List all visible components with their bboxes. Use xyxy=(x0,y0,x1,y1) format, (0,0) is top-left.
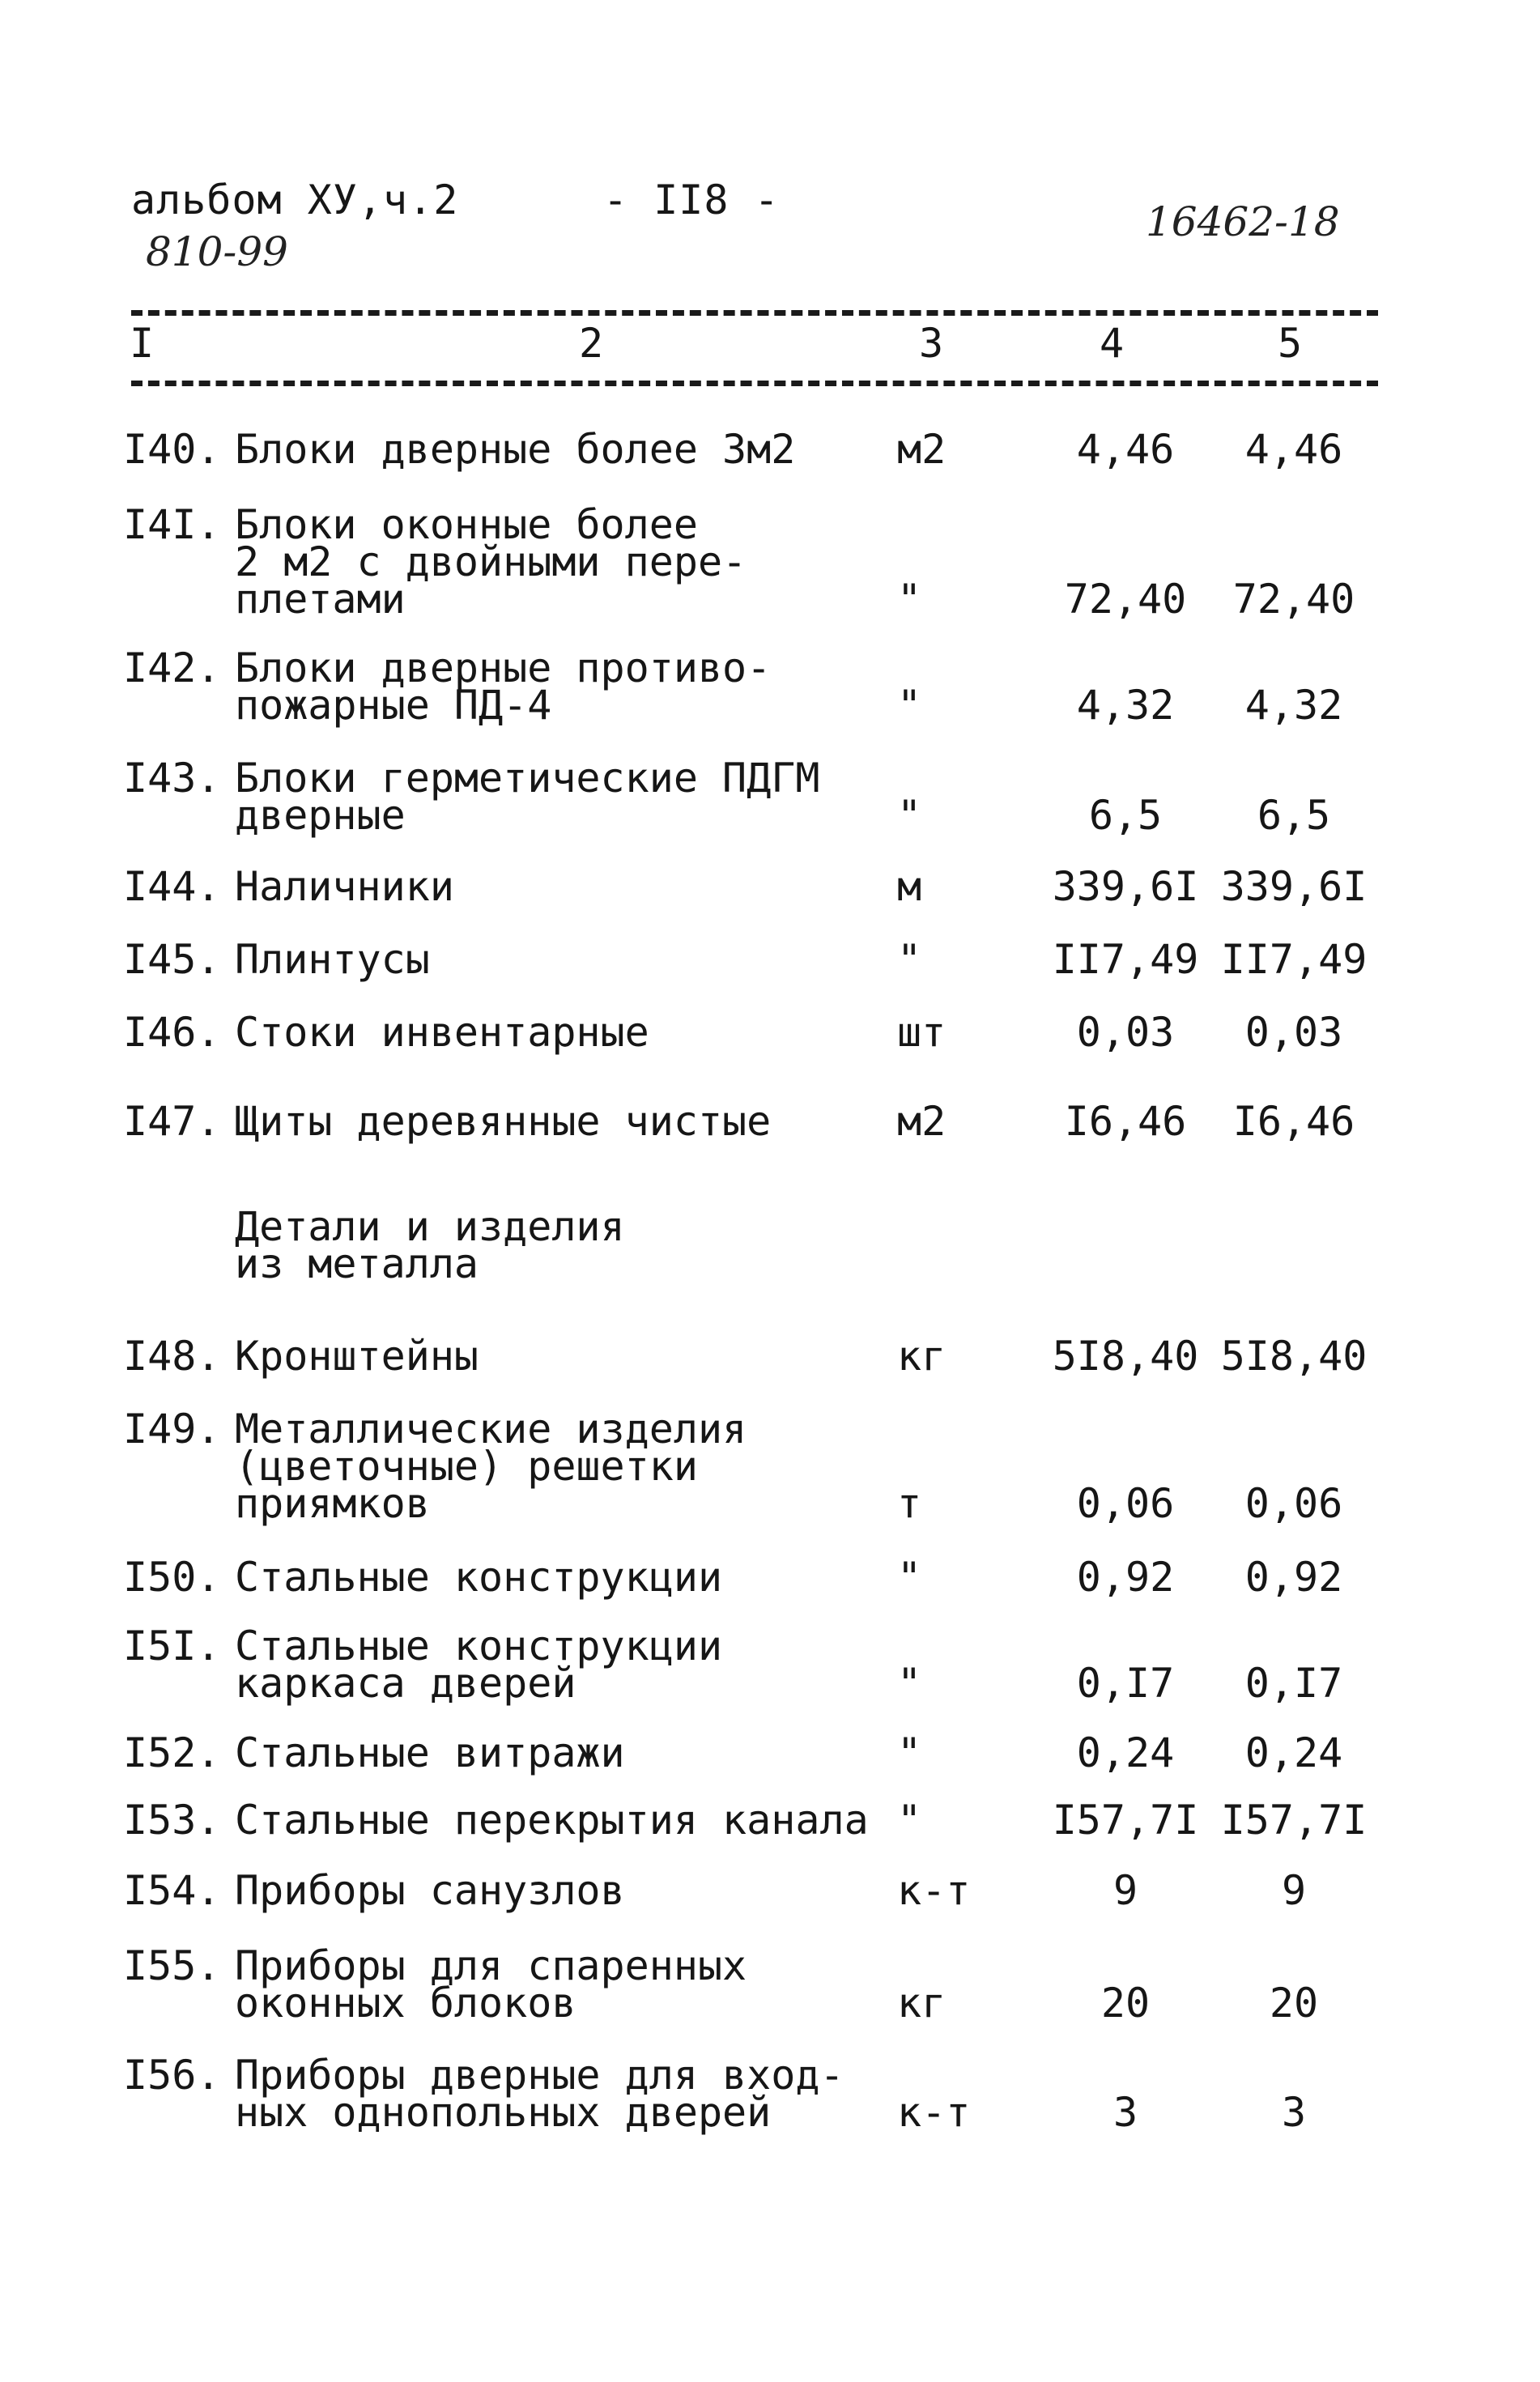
column-header-1: I xyxy=(130,320,155,367)
row-value-col4: 3 xyxy=(1112,2089,1138,2136)
row-unit: " xyxy=(897,1797,922,1844)
row-name: Блоки оконные более 2 м2 с двойными пере- плетами xyxy=(235,501,747,623)
row-value-col5: 9 xyxy=(1281,1867,1307,1914)
row-value-col4: I57,7I xyxy=(1052,1797,1199,1844)
row-unit: " xyxy=(897,1729,922,1776)
row-value-col4: 20 xyxy=(1100,1980,1151,2027)
row-value-col4: 0,I7 xyxy=(1076,1660,1175,1707)
row-value-col4: 72,40 xyxy=(1064,576,1187,623)
row-name: Приборы санузлов xyxy=(235,1867,625,1914)
row-value-col4: 0,06 xyxy=(1076,1480,1175,1527)
row-name: Стальные конструкции xyxy=(235,1554,723,1601)
row-name: Стоки инвентарные xyxy=(235,1009,649,1056)
row-value-col4: 4,46 xyxy=(1076,426,1175,473)
row-unit: м2 xyxy=(897,426,947,473)
row-name: Блоки дверные противо- пожарные ПД-4 xyxy=(235,644,772,729)
handwritten-code: 810-99 xyxy=(146,228,288,275)
row-number: I54. xyxy=(123,1867,221,1914)
row-number: I50. xyxy=(123,1554,221,1601)
row-unit: " xyxy=(897,1554,922,1601)
bottom-dashed-rule xyxy=(131,381,1378,386)
row-name: Приборы для спаренных оконных блоков xyxy=(235,1942,747,2027)
row-number: I42. xyxy=(123,644,221,691)
row-name: Щиты деревянные чистые xyxy=(235,1098,772,1145)
row-unit: шт xyxy=(897,1009,947,1056)
row-value-col4: 0,92 xyxy=(1076,1554,1175,1601)
row-number: I56. xyxy=(123,2052,221,2099)
row-number: I46. xyxy=(123,1009,221,1056)
row-unit: м2 xyxy=(897,1098,947,1145)
row-value-col5: 0,I7 xyxy=(1244,1660,1343,1707)
row-value-col4: 5I8,40 xyxy=(1052,1333,1199,1380)
row-value-col5: 20 xyxy=(1269,1980,1319,2027)
row-name: Блоки дверные более 3м2 xyxy=(235,426,796,473)
page-number: - II8 - xyxy=(603,177,780,223)
row-value-col5: 339,6I xyxy=(1220,863,1368,910)
row-name: Стальные конструкции каркаса дверей xyxy=(235,1623,723,1707)
row-unit: " xyxy=(897,792,922,839)
row-value-col5: 6,5 xyxy=(1257,792,1331,839)
row-number: I47. xyxy=(123,1098,221,1145)
column-header-3: 3 xyxy=(919,320,944,367)
handwritten-document-number: 16462-18 xyxy=(1146,198,1340,245)
row-value-col5: 5I8,40 xyxy=(1220,1333,1368,1380)
row-value-col4: II7,49 xyxy=(1052,936,1199,983)
row-unit: " xyxy=(897,682,922,729)
row-value-col5: 72,40 xyxy=(1232,576,1355,623)
row-unit: " xyxy=(897,576,922,623)
row-value-col4: I6,46 xyxy=(1064,1098,1187,1145)
row-unit: кг xyxy=(897,1980,947,2027)
row-name: Стальные перекрытия канала xyxy=(235,1797,869,1844)
row-value-col5: 4,32 xyxy=(1244,682,1343,729)
row-name: Металлические изделия (цветочные) решетки приямков xyxy=(235,1406,747,1527)
row-value-col5: I57,7I xyxy=(1220,1797,1368,1844)
row-value-col5: 0,92 xyxy=(1244,1554,1343,1601)
row-number: I5I. xyxy=(123,1623,221,1670)
row-number: I55. xyxy=(123,1942,221,1989)
row-unit: т xyxy=(897,1480,922,1527)
row-number: I40. xyxy=(123,426,221,473)
row-number: I44. xyxy=(123,863,221,910)
row-value-col4: 9 xyxy=(1112,1867,1138,1914)
column-header-2: 2 xyxy=(579,320,604,367)
row-value-col5: 0,03 xyxy=(1244,1009,1343,1056)
row-value-col5: 0,24 xyxy=(1244,1729,1343,1776)
row-unit: к-т xyxy=(897,2089,971,2136)
row-name: Кронштейны xyxy=(235,1333,479,1380)
row-value-col4: 0,24 xyxy=(1076,1729,1175,1776)
row-number: I4I. xyxy=(123,501,221,548)
row-number: I43. xyxy=(123,755,221,802)
row-value-col5: 4,46 xyxy=(1244,426,1343,473)
row-unit: м xyxy=(897,863,922,910)
row-value-col5: 0,06 xyxy=(1244,1480,1343,1527)
row-unit: кг xyxy=(897,1333,947,1380)
row-name: Наличники xyxy=(235,863,454,910)
column-header-4: 4 xyxy=(1100,320,1125,367)
row-name: Плинтусы xyxy=(235,936,430,983)
row-value-col4: 0,03 xyxy=(1076,1009,1175,1056)
row-value-col4: 6,5 xyxy=(1088,792,1163,839)
column-header-5: 5 xyxy=(1278,320,1303,367)
row-unit: " xyxy=(897,936,922,983)
row-unit: " xyxy=(897,1660,922,1707)
top-dashed-rule xyxy=(131,310,1378,316)
row-number: I49. xyxy=(123,1406,221,1453)
row-value-col5: 3 xyxy=(1281,2089,1307,2136)
row-name: Стальные витражи xyxy=(235,1729,625,1776)
row-name: Приборы дверные для вход- ных однопольных дверей xyxy=(235,2052,844,2136)
row-number: I53. xyxy=(123,1797,221,1844)
row-value-col4: 339,6I xyxy=(1052,863,1199,910)
section-title: Детали и изделия из металла xyxy=(235,1203,625,1287)
row-number: I45. xyxy=(123,936,221,983)
row-number: I48. xyxy=(123,1333,221,1380)
row-unit: к-т xyxy=(897,1867,971,1914)
album-reference: альбом ХУ,ч.2 xyxy=(131,177,459,223)
row-value-col5: I6,46 xyxy=(1232,1098,1355,1145)
row-name: Блоки герметические ПДГМ дверные xyxy=(235,755,820,839)
row-number: I52. xyxy=(123,1729,221,1776)
row-value-col5: II7,49 xyxy=(1220,936,1368,983)
row-value-col4: 4,32 xyxy=(1076,682,1175,729)
